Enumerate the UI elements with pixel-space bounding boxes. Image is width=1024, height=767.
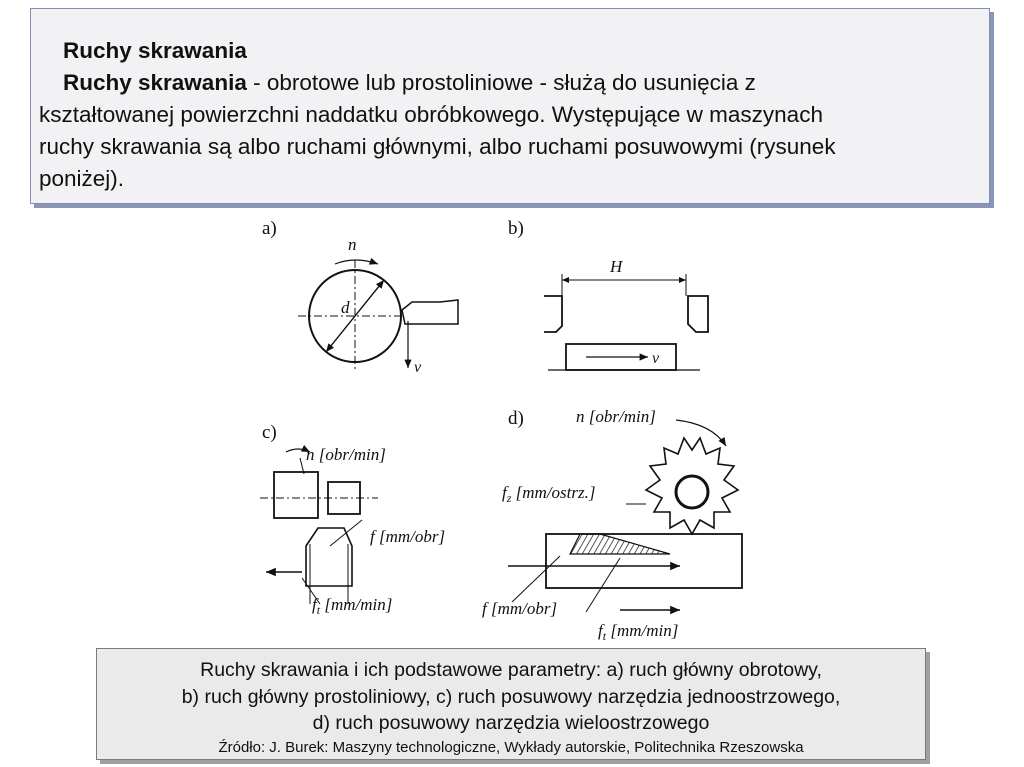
rotation-label: n	[348, 235, 357, 254]
figure-caption-box	[96, 648, 926, 760]
cutting-motions-figure	[240, 206, 760, 642]
lathe-tool	[402, 300, 458, 324]
diameter-label: d	[341, 298, 350, 317]
panel-c-single-point-feed	[260, 422, 445, 617]
chip-layer	[570, 534, 670, 554]
velocity-label: v	[414, 359, 422, 376]
caption-line-3: d) ruch posuwowy narzędzia wieloostrzowego	[312, 712, 710, 734]
panel-d-multi-point-feed	[482, 407, 742, 642]
stroke-label: H	[610, 257, 623, 276]
table-velocity-label: v	[652, 350, 660, 367]
intro-term: Ruchy skrawania	[63, 70, 247, 95]
intro-heading: Ruchy skrawania	[63, 38, 247, 63]
panel-c-label: c)	[262, 422, 277, 443]
panel-b-label: b)	[508, 218, 524, 239]
intro-line-3: ruchy skrawania są albo ruchami głównymi, albo ruchami posuwowymi (rysunek	[39, 134, 836, 159]
panel-a-rotary-main-motion	[262, 218, 458, 376]
feed-per-rev-leader	[512, 556, 560, 602]
feed-per-rev-label-d: f [mm/obr]	[482, 599, 558, 618]
cutting-motions-diagram	[240, 206, 760, 642]
feed-per-rev-label: f [mm/obr]	[370, 527, 446, 546]
rotation-arrow	[335, 260, 378, 264]
tool-left-position	[544, 296, 562, 332]
caption-source: Źródło: J. Burek: Maszyny technologiczne, Wykłady autorskie, Politechnika Rzeszowska	[218, 738, 804, 756]
intro-line-4: poniżej).	[39, 166, 125, 191]
table-feed-speed-label: $f_t$ [mm/min]	[598, 621, 679, 642]
workpiece-left	[274, 472, 318, 518]
panel-b-linear-main-motion	[508, 218, 708, 370]
caption-line-1: Ruchy skrawania i ich podstawowe parametry: a) ruch główny obrotowy,	[200, 659, 822, 681]
caption-line-2: b) ruch główny prostoliniowy, c) ruch posuwowy narzędzia jednoostrzowego,	[181, 685, 841, 708]
spindle-speed-label: n [obr/min]	[306, 445, 386, 464]
tool-right-position	[688, 296, 708, 332]
table-feed-leader	[302, 578, 320, 604]
panel-d-label: d)	[508, 408, 524, 429]
feed-per-tooth-label: $f_z$ [mm/ostrz.]	[502, 483, 596, 505]
intro-line-2: kształtowanej powierzchni naddatku obróbkowego. Występujące w maszynach	[39, 102, 823, 127]
single-point-tool	[306, 528, 352, 586]
feed-leader	[330, 520, 362, 546]
panel-a-label: a)	[262, 218, 277, 239]
intro-first-line-rest: - obrotowe lub prostoliniowe - służą do usunięcia z	[246, 70, 756, 95]
intro-text-box	[30, 8, 990, 204]
table-feed-label: $f_t$ [mm/min]	[312, 595, 393, 617]
cutter-speed-label: n [obr/min]	[576, 407, 656, 426]
milling-cutter	[646, 438, 738, 534]
intro-first-line	[39, 67, 977, 99]
